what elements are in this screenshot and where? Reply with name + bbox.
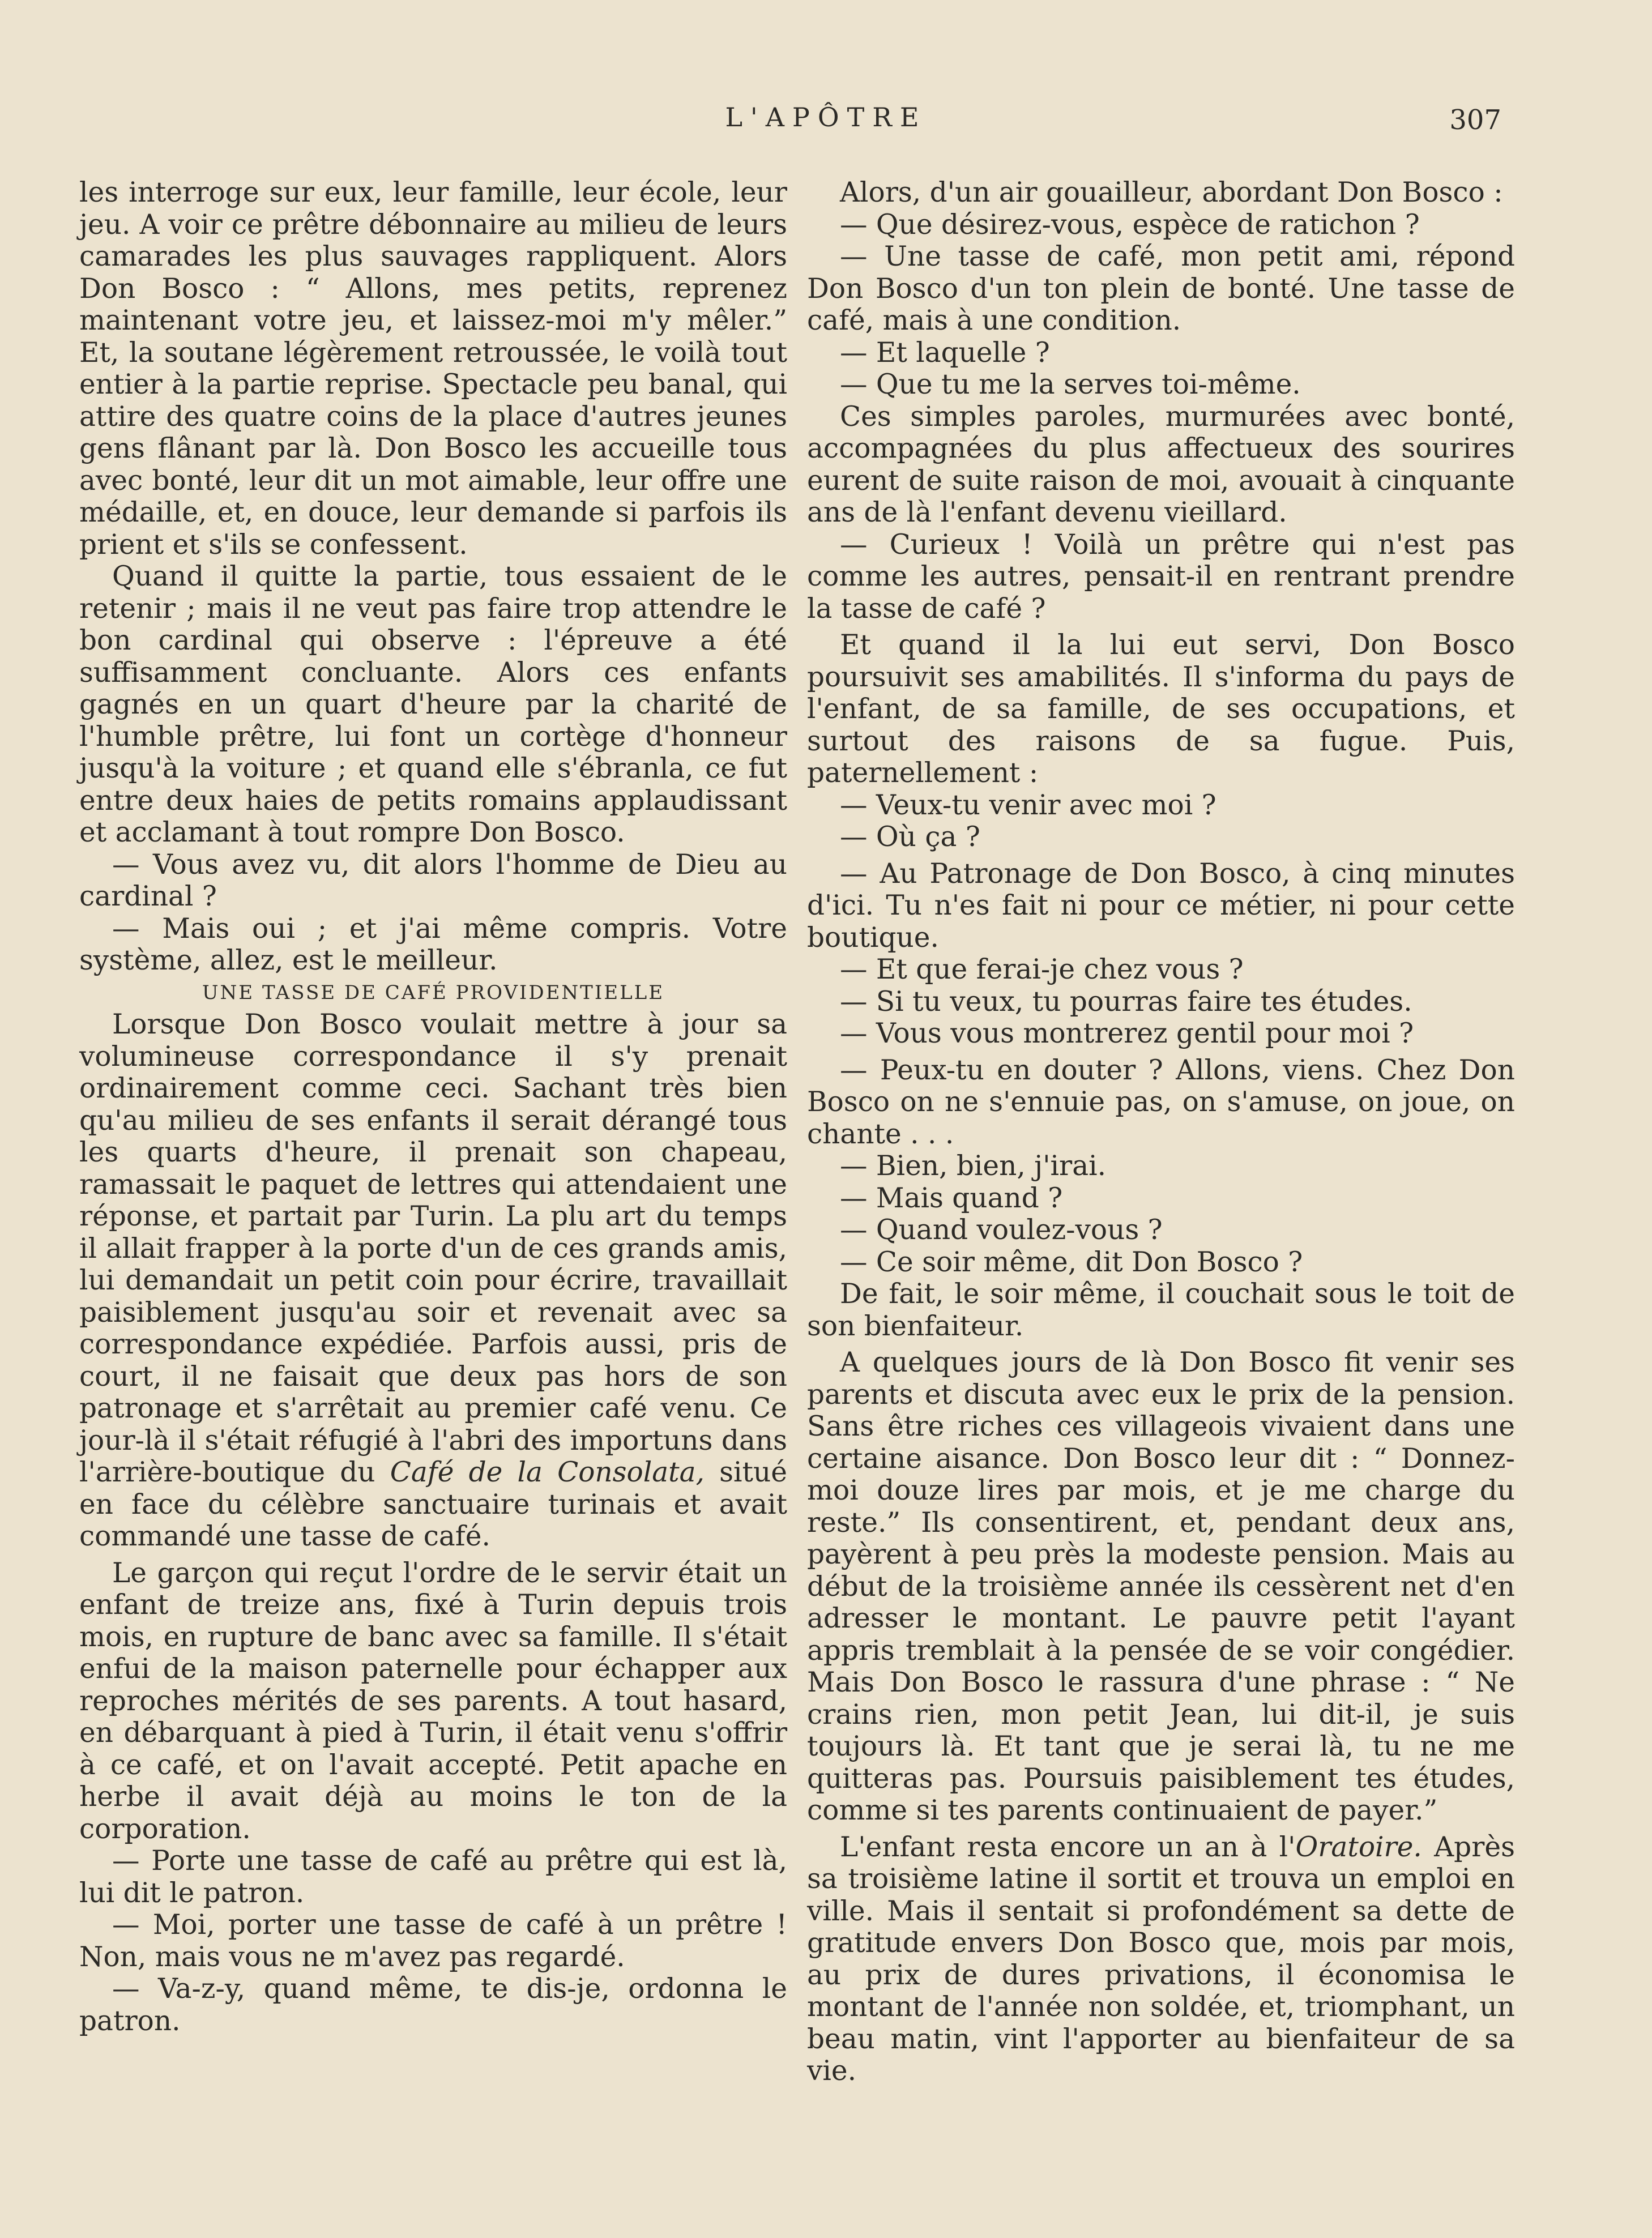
page-header [0,102,1652,142]
cafe-name: Café de la Consolata, [390,1457,705,1488]
paragraph: — Et laquelle ? [840,336,1050,369]
paragraph: Alors, d'un air gouailleur, abordant Don Bosco : [840,177,1503,208]
paragraph: — Curieux ! Voilà un prêtre qui n'est pas comme les autres, pensait-il en rentrant prendre la tasse de café ? [807,528,1515,625]
paragraph: les interroge sur eux, leur famille, leur école, leur jeu. A voir ce prêtre débonnaire au milieu de leurs camarades les plus sauvages rappliquent. Alors Don Bosco : “ Allons, mes petits, reprenez maintenant votre jeu, et laissez-moi m'y mêler.” Et, la soutane légèrement retroussée, le voilà tout entier à la partie reprise. Spectacle peu banal, qui attire des quatre coins de la place d'autres jeunes gens flânant par là. Don Bosco les accueille tous avec bonté, leur dit un mot aimable, leur offre une médaille, et, en douce, leur demande si parfois ils prient et s'ils se confessent. [79,177,787,561]
left-column [79,177,787,2037]
paragraph [79,1009,787,1553]
paragraph: — Vous avez vu, dit alors l'homme de Dieu au cardinal ? [79,848,787,912]
paragraph: — Et que ferai-je chez vous ? [840,954,1244,985]
paragraph: — Que désirez-vous, espèce de ratichon ? [840,208,1420,241]
paragraph: — Mais quand ? [840,1182,1063,1214]
paragraph: — Porte une tasse de café au prêtre qui est là, lui dit le patron. [79,1845,787,1909]
text-run: Lorsque Don Bosco voulait mettre à jour sa volumineuse correspondance il s'y prenait ordinairement comme ceci. Sachant très bien qu'au milieu de ses enfants il serait dérangé tous les quarts d'heure, il prenait son chapeau, ramassait le paquet de lettres qui attendaient une réponse, et partait par Turin. La plu art du temps il allait frapper à la porte d'un de ces grands amis, lui demandait un petit coin pour écrire, travaillait paisiblement jusqu'au soir et revenait avec sa correspondance expédiée. Parfois aussi, pris de court, il ne faisait que deux pas hors de son patronage et s'arrêtait au premier café venu. Ce jour-là il s'était réfugié à l'abri des importuns dans l'arrière-boutique du [79,1009,787,1488]
paragraph: — Que tu me la serves toi-même. [840,369,1301,400]
paragraph: — Veux-tu venir avec moi ? [840,789,1216,821]
paragraph: — Vous vous montrerez gentil pour moi ? [840,1018,1414,1049]
paragraph [807,1831,1515,2087]
paragraph: A quelques jours de là Don Bosco fit venir ses parents et discuta avec eux le prix de la pension. Sans être riches ces villageois vivaient dans une certaine aisance. Don Bosco leur dit : “ Donnez-moi douze lires par mois, et je me charge du reste.” Ils consentirent, et, pendant deux ans, payèrent à peu près la modeste pension. Mais au début de la troisième année ils cessèrent net d'en adresser le montant. Le pauvre petit l'ayant appris tremblait à la pensée de se voir congédier. Mais Don Bosco le rassura d'une phrase : “ Ne crains rien, mon petit Jean, lui dit-il, je suis toujours là. Et tant que je serai là, tu ne me quitteras pas. Poursuis paisiblement tes études, comme si tes parents continuaient de payer.” [807,1347,1515,1826]
paragraph: Quand il quitte la partie, tous essaient de le retenir ; mais il ne veut pas faire trop attendre le bon cardinal qui observe : l'épreuve a été suffisamment concluante. Alors ces enfants gagnés en un quart d'heure par la charité de l'humble prêtre, lui font un cortège d'honneur jusqu'à la voiture ; et quand elle s'ébranla, ce fut entre deux haies de petits romains applaudissant et acclamant à tout rompre Don Bosco. [79,561,787,848]
oratoire-name: Oratoire. [1295,1831,1422,1863]
text-run: situé en face du célèbre sanctuaire turinais et avait commandé une tasse de café. [79,1457,787,1552]
paragraph: Et quand il la lui eut servi, Don Bosco poursuivit ses amabilités. Il s'informa du pays de l'enfant, de sa famille, de ses occupations, et surtout des raisons de sa fugue. Puis, paternellement : [807,629,1515,789]
paragraph: — Une tasse de café, mon petit ami, répond Don Bosco d'un ton plein de bonté. Une tasse de café, mais à une condition. [807,241,1515,336]
text-run: Après sa troisième latine il sortit et trouva un emploi en ville. Mais il sentait si profondément sa dette de gratitude envers Don Bosco que, mois par mois, au prix de dures privations, il économisa le montant de l'année non soldée, et, triomphant, un beau matin, vint l'apporter au bienfaiteur de sa vie. [807,1831,1515,2087]
paragraph: De fait, le soir même, il couchait sous le toit de son bienfaiteur. [807,1278,1515,1342]
page-number: 307 [1449,104,1501,136]
running-title: L'APÔTRE [725,102,927,133]
right-column [807,177,1515,2087]
paragraph: — Bien, bien, j'irai. [840,1150,1107,1182]
paragraph: — Quand voulez-vous ? [840,1214,1163,1246]
text-run: L'enfant resta encore un an à l' [840,1831,1296,1863]
paragraph: — Où ça ? [840,821,980,853]
paragraph: — Ce soir même, dit Don Bosco ? [840,1246,1303,1278]
paragraph: Le garçon qui reçut l'ordre de le servir était un enfant de treize ans, fixé à Turin depuis trois mois, en rupture de banc avec sa famille. Il s'était enfui de la maison paternelle pour échapper aux reproches mérités de ses parents. A tout hasard, en débarquant à pied à Turin, il était venu s'offrir à ce café, et on l'avait accepté. Petit apache en herbe il avait déjà au moins le ton de la corporation. [79,1557,787,1845]
paragraph: — Au Patronage de Don Bosco, à cinq minutes d'ici. Tu n'es fait ni pour ce métier, ni pour cette boutique. [807,857,1515,954]
paragraph: Ces simples paroles, murmurées avec bonté, accompagnées du plus affectueux des sourires eurent de suite raison de moi, avouait à cinquante ans de là l'enfant devenu vieillard. [807,400,1515,528]
section-title: UNE TASSE DE CAFÉ PROVIDENTIELLE [202,981,665,1004]
paragraph: — Mais oui ; et j'ai même compris. Votre système, allez, est le meilleur. [79,912,787,976]
paragraph: — Peux-tu en douter ? Allons, viens. Chez Don Bosco on ne s'ennuie pas, on s'amuse, on joue, on chante . . . [807,1054,1515,1150]
paragraph: — Si tu veux, tu pourras faire tes études. [840,985,1412,1018]
paragraph: — Va-z-y, quand même, te dis-je, ordonna le patron. [79,1973,787,2037]
paragraph: — Moi, porter une tasse de café à un prêtre ! Non, mais vous ne m'avez pas regardé. [79,1909,787,1973]
